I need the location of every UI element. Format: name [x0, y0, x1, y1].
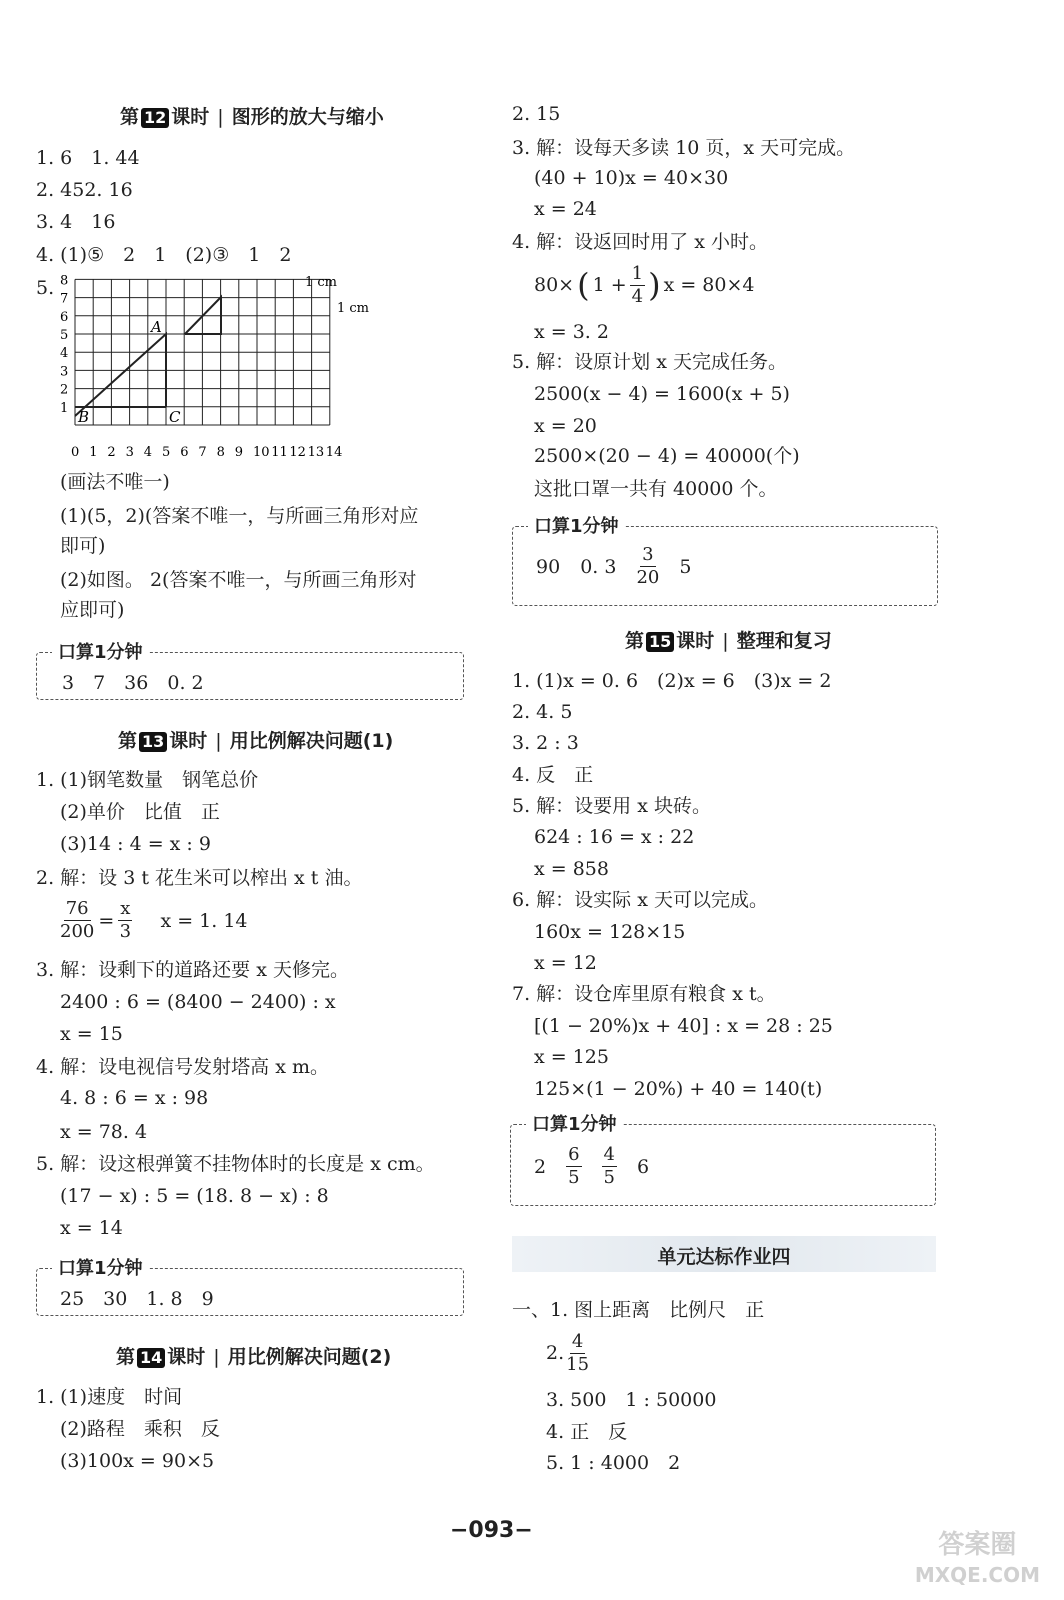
answer-line: (40 + 10)x = 40×30: [534, 167, 729, 189]
section-title: 用比例解决问题(2): [227, 1346, 392, 1368]
answer-line: 3. 2 : 3: [512, 732, 579, 754]
mental-math-title: 口算1分钟: [52, 638, 149, 664]
section-suffix: 课时: [676, 630, 715, 652]
answer-line: (3)100x = 90×5: [60, 1450, 215, 1472]
x-tick-label: 13: [307, 445, 325, 460]
fraction-equation: [60, 898, 248, 943]
fraction: [602, 1144, 617, 1189]
answer-line: 2400 : 6 = (8400 − 2400) : x: [60, 991, 336, 1013]
fraction: [60, 898, 94, 943]
y-tick-label: 5: [60, 328, 69, 343]
section-title: 整理和复习: [736, 630, 832, 652]
answer-line: 1. (1)x = 0. 6 (2)x = 6 (3)x = 2: [512, 670, 832, 692]
answer-line: x = 20: [534, 415, 597, 437]
watermark-url: MXQE.COM: [914, 1563, 1040, 1587]
watermark-logo: [915, 1530, 1040, 1590]
x-tick-label: 1: [89, 445, 98, 460]
denominator: 15: [566, 1353, 590, 1375]
divider: |: [215, 730, 222, 752]
x-tick-label: 6: [180, 445, 189, 460]
section-suffix: 课时: [169, 730, 208, 752]
numerator: 4: [603, 1144, 615, 1165]
y-tick-label: 4: [60, 346, 69, 362]
section-suffix: 课时: [171, 106, 210, 128]
answer-line: 1. 6 1. 44: [36, 147, 140, 169]
mental-math-values: [534, 1144, 649, 1189]
watermark-text: 答案圈: [938, 1530, 1017, 1560]
section-number-badge: 13: [139, 732, 167, 752]
value: 5: [679, 555, 692, 578]
answer-line: (2)路程 乘积 反: [60, 1418, 220, 1440]
fraction: [566, 1144, 581, 1189]
answer-line: 2500×(20 − 4) = 40000(个): [534, 445, 800, 467]
numerator: 6: [568, 1144, 580, 1165]
answer-line: (2)如图。 2(答案不唯一，与所画三角形对: [60, 569, 417, 591]
fraction: [566, 1331, 589, 1376]
numerator: 4: [571, 1330, 584, 1352]
y-tick-label: 3: [60, 364, 69, 380]
answer-line: 3. 500 1 : 50000: [546, 1389, 717, 1411]
grid-figure: [55, 272, 385, 467]
y-tick-label: 8: [60, 273, 69, 289]
answer-line: x = 3. 2: [534, 321, 609, 343]
numerator: 1: [631, 262, 644, 284]
page-number: −093−: [450, 1518, 533, 1543]
section-12-header: [120, 102, 384, 129]
x-tick-label: 10: [253, 445, 270, 460]
divider: |: [722, 630, 729, 652]
value: 90: [536, 555, 561, 578]
answer-line: x = 858: [534, 858, 609, 880]
fraction: [630, 263, 645, 308]
eq-part: 80×: [534, 274, 575, 296]
answer-line: 7. 解：设仓库里原有粮食 x t。: [512, 983, 776, 1005]
answer-line: 4. 反 正: [512, 764, 594, 786]
answer-line: 2500(x − 4) = 1600(x + 5): [534, 383, 790, 405]
fraction-equation: [534, 262, 755, 308]
answer-line: (3)14 : 4 = x : 9: [60, 833, 211, 855]
unit-banner: [512, 1236, 936, 1272]
answer-line: 6. 解：设实际 x 天可以完成。: [512, 889, 768, 911]
value: 0. 3: [580, 555, 617, 578]
y-tick-label: 1: [60, 400, 69, 416]
denominator: 200: [60, 921, 95, 942]
equals-sign: =: [98, 909, 115, 932]
label-c: C: [169, 408, 181, 426]
x-tick-label: 11: [271, 445, 288, 460]
x-tick-label: 8: [216, 445, 225, 460]
mental-math-title: 口算1分钟: [52, 1254, 149, 1280]
label-b: B: [78, 408, 90, 426]
x-tick-label: 0: [71, 445, 80, 460]
value: 6: [637, 1155, 650, 1178]
answer-line: 5. 解：设原计划 x 天完成任务。: [512, 351, 787, 373]
answer-line: 2. 15: [512, 103, 561, 125]
unit-label-top: 1 cm: [305, 275, 338, 290]
answer-line: 应即可): [60, 599, 125, 621]
answer-line: 2. 4. 5: [512, 701, 573, 723]
answer-line: 这批口罩一共有 40000 个。: [534, 478, 778, 500]
triangle-shape: [75, 334, 166, 416]
section-number-badge: 15: [646, 632, 674, 652]
answer-line: 2. 解：设 3 t 花生米可以榨出 x t 油。: [36, 867, 363, 889]
section-prefix: 第: [118, 730, 138, 752]
denominator: 5: [568, 1167, 580, 1188]
answer-line: x = 15: [60, 1023, 123, 1045]
denominator: 5: [603, 1167, 615, 1188]
mental-math-title: 口算1分钟: [526, 1110, 623, 1136]
answer-line: x = 125: [534, 1046, 609, 1068]
answer-line: (画法不唯一): [60, 471, 170, 493]
answer-line: 3. 解：设每天多读 10 页，x 天可完成。: [512, 137, 856, 159]
y-tick-label: 7: [60, 291, 69, 307]
divider: |: [213, 1346, 220, 1368]
answer-line: 4. 解：设返回时用了 x 小时。: [512, 231, 768, 253]
denominator: 20: [636, 567, 660, 588]
answer-line: 1. (1)速度 时间: [36, 1386, 183, 1408]
answer-line: x = 12: [534, 952, 597, 974]
unit-title: 单元达标作业四: [657, 1246, 791, 1268]
answer-line: x = 14: [60, 1217, 123, 1239]
answer-line: 5. 解：设这根弹簧不挂物体时的长度是 x cm。: [36, 1153, 435, 1175]
section-14-header: [116, 1342, 391, 1369]
answer-line: 3. 解：设剩下的道路还要 x 天修完。: [36, 959, 349, 981]
answer-line: [(1 − 20%)x + 40] : x = 28 : 25: [534, 1015, 833, 1037]
x-tick-label: 12: [289, 445, 306, 460]
answer-line: (17 − x) : 5 = (18. 8 − x) : 8: [60, 1185, 329, 1207]
answer-line: x = 24: [534, 198, 597, 220]
section-15-header: [625, 626, 832, 653]
answer-line: 4. 8 : 6 = x : 98: [60, 1087, 209, 1109]
solution: x = 1. 14: [160, 909, 248, 932]
y-tick-label: 6: [60, 309, 69, 325]
answer-line: 5. 1 : 4000 2: [546, 1452, 681, 1474]
answer-line: 5.: [36, 277, 55, 299]
section-prefix: 第: [120, 106, 140, 128]
numerator: 76: [65, 898, 89, 919]
answer-line: 2. 452. 16: [36, 179, 133, 201]
answer-line: (2)单价 比值 正: [60, 801, 220, 823]
answer-line: 4. (1)⑤ 2 1 (2)③ 1 2: [36, 244, 292, 266]
x-tick-label: 3: [125, 445, 134, 460]
unit-label-right: 1 cm: [337, 301, 370, 316]
x-tick-label: 7: [198, 445, 207, 460]
mental-math-values: 3 7 36 0. 2: [62, 672, 204, 694]
mental-math-values: 25 30 1. 8 9: [60, 1288, 214, 1310]
x-tick-label: 2: [107, 445, 116, 460]
answer-line: x = 78. 4: [60, 1121, 148, 1143]
x-tick-label: 4: [143, 445, 153, 460]
section-13-header: [118, 726, 393, 753]
fraction-line: [546, 1330, 589, 1376]
eq-part: x = 80×4: [663, 274, 755, 296]
divider: |: [217, 106, 224, 128]
answer-line: 3. 4 16: [36, 211, 116, 233]
paren-close: ): [648, 266, 661, 304]
x-tick-label: 5: [162, 445, 171, 460]
section-number-badge: 14: [137, 1348, 165, 1368]
section-prefix: 第: [625, 630, 645, 652]
eq-part: 1 +: [592, 274, 627, 296]
section-title: 用比例解决问题(1): [229, 730, 394, 752]
answer-line: 即可): [60, 535, 106, 557]
section-number-badge: 12: [141, 108, 169, 128]
mental-math-values: [536, 544, 691, 589]
fraction: [118, 898, 132, 943]
answer-line: 4. 正 反: [546, 1421, 628, 1443]
answer-line: (1)(5，2)(答案不唯一，与所画三角形对应: [60, 505, 419, 527]
y-tick-label: 2: [60, 382, 69, 398]
numerator: x: [120, 898, 131, 919]
x-tick-label: 14: [325, 445, 343, 460]
denominator: 4: [631, 285, 644, 307]
numerator: 3: [642, 544, 654, 565]
answer-line: 160x = 128×15: [534, 921, 686, 943]
mental-math-title: 口算1分钟: [528, 512, 625, 538]
denominator: 3: [119, 921, 132, 942]
fraction: [636, 544, 659, 589]
answer-line: 5. 解：设要用 x 块砖。: [512, 795, 711, 817]
answer-line: 4. 解：设电视信号发射塔高 x m。: [36, 1056, 329, 1078]
answer-line: 一、1. 图上距离 比例尺 正: [512, 1299, 765, 1321]
item-number: 2.: [546, 1342, 565, 1364]
section-suffix: 课时: [167, 1346, 206, 1368]
paren-open: (: [577, 266, 590, 304]
answer-line: 624 : 16 = x : 22: [534, 826, 695, 848]
label-a: A: [151, 318, 162, 336]
value: 2: [534, 1155, 547, 1178]
answer-line: 1. (1)钢笔数量 钢笔总价: [36, 769, 259, 791]
x-tick-label: 9: [234, 445, 244, 460]
answer-line: 125×(1 − 20%) + 40 = 140(t): [534, 1078, 823, 1100]
section-title: 图形的放大与缩小: [231, 106, 384, 128]
section-prefix: 第: [116, 1346, 136, 1368]
